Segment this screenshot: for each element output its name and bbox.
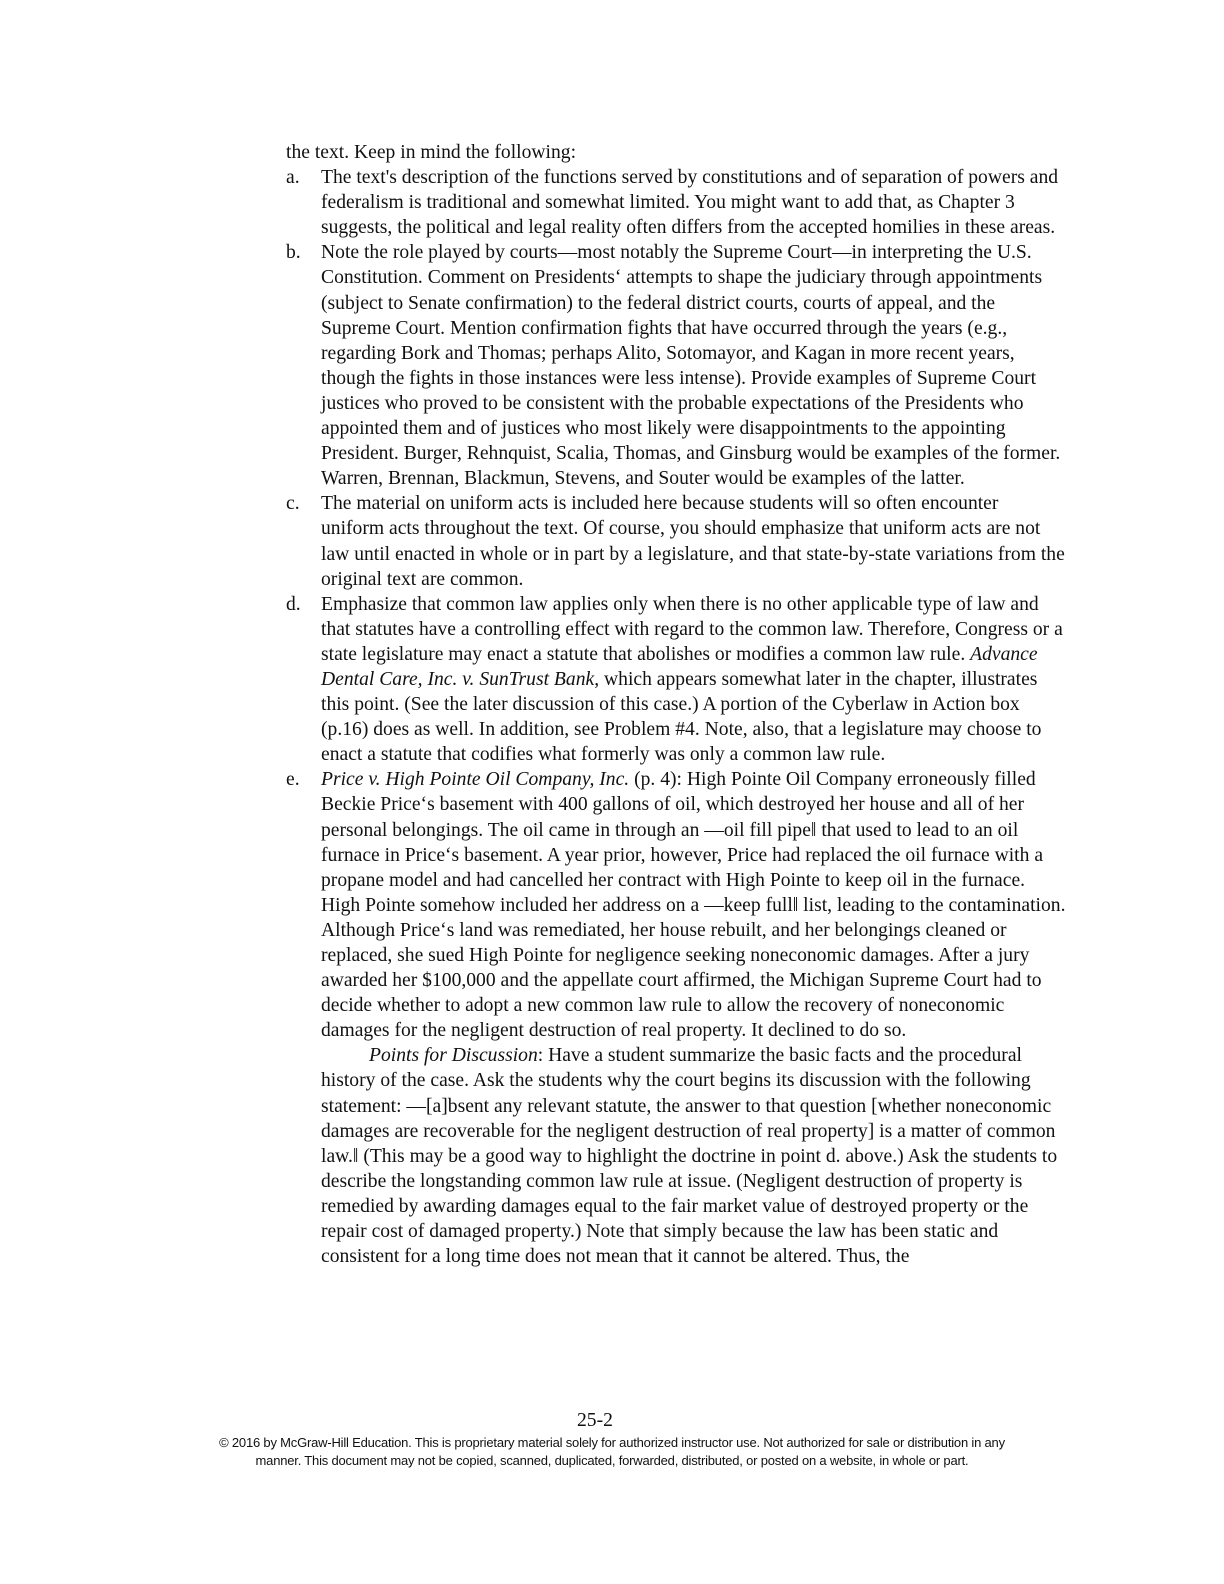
list-item-a [286,165,1066,240]
item-text-after-case: (p. 4): High Pointe Oil Company erroneously filled Beckie Price‘s basement with 400 gallons of oil, which destroyed her house and all of her personal belongings. The oil came in through an ―oil fill pipe‖ that used to lead to an oil furnace in Price‘s basement. A year prior, however, Price had replaced the oil furnace with a propane model and had cancelled her contract with High Pointe to keep oil in the furnace. High Pointe somehow included her address on a ―keep full‖ list, leading to the contamination. Although Price‘s land was remediated, her house rebuilt, and her belongings cleaned or replaced, she sued High Pointe for negligence seeking noneconomic damages. After a jury awarded her $100,000 and the appellate court affirmed, the Michigan Supreme Court had to decide whether to adopt a new common law rule to allow the recovery of noneconomic damages for the negligent destruction of real property. It declined to do so. [321,769,1066,1042]
item-letter: b. [286,242,301,264]
item-text: The text's description of the functions served by constitutions and of separation of powers and federalism is traditional and somewhat limited. You might want to add that, as Chapter 3 suggests, the political and legal reality often differs from the accepted homilies in these areas. [321,167,1059,239]
case-name: Price v. High Pointe Oil Company, Inc. [321,769,630,791]
item-letter: e. [286,769,300,791]
page-body [286,140,1086,1269]
item-text-after-case: , which appears somewhat later in the chapter, illustrates this point. (See the later discussion of this case.) A portion of the Cyberlaw in Action box (p.16) does as well. In addition, see Problem #4. Note, also, that a legislature may choose to enact a statute that codifies what formerly was only a common law rule. [321,668,1042,766]
points-for-discussion-label: Points for Discussion [369,1045,538,1067]
list-item-e [286,767,1066,1269]
page-number: 25-2 [577,1410,613,1431]
list-item-d [286,592,1066,768]
case-name: Advance Dental Care, Inc. v. SunTrust Bank [321,643,1038,690]
copyright-footer [0,1434,1224,1470]
item-letter: c. [286,493,300,515]
footer-line-1: © 2016 by McGraw-Hill Education. This is proprietary material solely for authorized instructor use. Not authorized for sale or distribution in any [219,1435,1005,1450]
points-for-discussion-text: : Have a student summarize the basic facts and the procedural history of the case. Ask the students why the court begins its discussion with the following statement: ―[a]bsent any relevant statute, the answer to that question [whether noneconomic damages are recoverable for the negligent destruction of real property] is a matter of common law.‖ (This may be a good way to highlight the doctrine in point d. above.) Ask the students to describe the longstanding common law rule at issue. (Negligent destruction of property is remedied by awarding damages equal to the fair market value of destroyed property or the repair cost of damaged property.) Note that simply because the law has been static and consistent for a long time does not mean that it cannot be altered. Thus, the [321,1045,1058,1268]
points-for-discussion [321,1043,1066,1269]
item-letter: a. [286,167,300,189]
list-item-c [286,491,1066,591]
item-text: The material on uniform acts is included here because students will so often encounter uniform acts throughout the text. Of course, you should emphasize that uniform acts are not law until enacted in whole or in part by a legislature, and that state-by-state variations from the original text are common. [321,493,1065,590]
item-text-before-case: Emphasize that common law applies only when there is no other applicable type of law and that statutes have a controlling effect with regard to the common law. Therefore, Congress or a state legislature may enact a statute that abolishes or modifies a common law rule. [321,593,1063,665]
item-text [321,767,1066,1043]
footer-line-2: manner. This document may not be copied, scanned, duplicated, forwarded, distributed, or posted on a website, in whole or part. [255,1453,969,1468]
item-text [321,592,1066,768]
item-letter: d. [286,593,301,615]
item-text: Note the role played by courts—most notably the Supreme Court—in interpreting the U.S. Constitution. Comment on Presidents‘ attempts to shape the judiciary through appointments (subject to Senate confirmation) to the federal district courts, courts of appeal, and the Supreme Court. Mention confirmation fights that have occurred through the years (e.g., regarding Bork and Thomas; perhaps Alito, Sotomayor, and Kagan in more recent years, though the fights in those instances were less intense). Provide examples of Supreme Court justices who proved to be consistent with the probable expectations of the Presidents who appointed them and of justices who most likely were disappointments to the appointing President. Burger, Rehnquist, Scalia, Thomas, and Ginsburg would be examples of the former. Warren, Brennan, Blackmun, Stevens, and Souter would be examples of the latter. [321,242,1061,490]
list-item-b [286,240,1066,491]
lead-text: the text. Keep in mind the following: [286,142,577,163]
